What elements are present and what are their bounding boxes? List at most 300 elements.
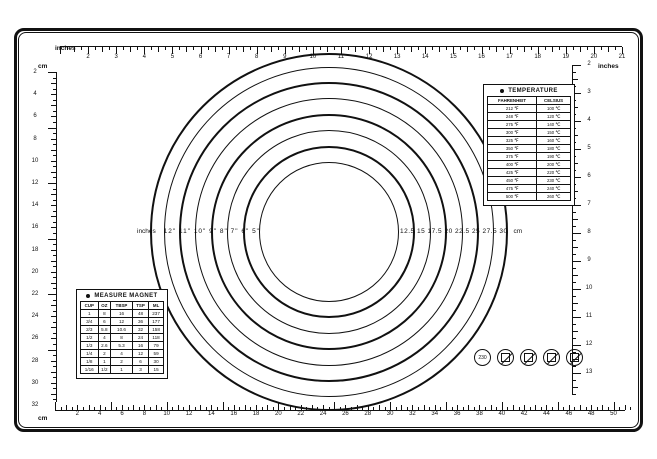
ruler-tick — [100, 405, 101, 410]
ruler-label: 40 — [498, 411, 506, 417]
ruler-tick — [48, 72, 56, 73]
ruler-label: 22 — [297, 411, 305, 417]
table-cell: 220 ℃ — [537, 169, 571, 177]
ruler-tick — [229, 47, 230, 54]
ruler-top-inches — [60, 46, 626, 62]
ruler-tick — [239, 407, 240, 410]
left-cm-caption: cm — [38, 63, 48, 70]
ruler-tick — [580, 405, 581, 410]
ruler-label: 2 — [86, 54, 90, 60]
ruler-tick — [53, 233, 56, 234]
table-row — [488, 169, 571, 177]
ruler-tick — [178, 405, 179, 410]
ruler-tick — [51, 83, 56, 84]
table-cell: 12 — [132, 350, 148, 358]
table-cell: 1/8 — [81, 358, 99, 366]
ruler-label: 28 — [364, 411, 372, 417]
ruler-label: 8 — [142, 411, 147, 417]
table-cell: 24 — [132, 334, 148, 342]
ruler-label: 19 — [562, 54, 570, 60]
table-row — [81, 334, 164, 342]
ruler-tick — [479, 405, 480, 410]
ruler-label: 4 — [587, 117, 591, 123]
ruler-tick — [572, 65, 581, 66]
ruler-tick — [278, 47, 279, 50]
ruler-label: 11 — [585, 313, 593, 319]
ruler-label: 12 — [365, 54, 373, 60]
ruler-tick — [601, 47, 602, 50]
ruler-tick — [396, 407, 397, 410]
ruler-tick — [572, 303, 578, 304]
ruler-tick — [51, 283, 56, 284]
ruler-label: 34 — [431, 411, 439, 417]
ruler-tick — [489, 47, 490, 50]
ruler-tick — [77, 405, 78, 410]
ruler-tick — [552, 407, 553, 410]
ruler-tick — [580, 47, 581, 52]
ruler-tick — [341, 47, 342, 54]
circle-inch-caption: inches — [137, 228, 156, 235]
ruler-tick — [594, 47, 595, 54]
ruler-tick — [572, 212, 576, 213]
table-header-row — [488, 97, 571, 105]
table-cell: 500 ℉ — [488, 193, 537, 201]
table-header-cell: TBSP — [111, 302, 133, 310]
ruler-tick — [51, 116, 56, 117]
top-inches-caption: inches — [55, 45, 76, 52]
table-cell: 59 — [149, 350, 164, 358]
ruler-tick — [228, 407, 229, 410]
ruler-tick — [513, 405, 514, 410]
ruler-label: 28 — [31, 357, 39, 364]
ruler-label: 10 — [585, 285, 593, 291]
table-row — [488, 137, 571, 145]
ruler-label: 14 — [208, 411, 215, 417]
ruler-tick — [373, 407, 374, 410]
table-row — [81, 350, 164, 358]
ruler-tick — [273, 407, 274, 410]
ruler-tick — [48, 239, 56, 240]
ruler-tick — [51, 327, 56, 328]
ruler-label: 44 — [543, 411, 550, 417]
temperature-title: TEMPERATURE — [508, 88, 558, 94]
ruler-tick — [306, 47, 307, 50]
ruler-tick — [183, 407, 184, 410]
ruler-tick — [243, 47, 244, 52]
ruler-tick — [383, 47, 384, 52]
table-cell: 16 — [111, 310, 133, 318]
ruler-tick — [485, 407, 486, 410]
ruler-tick — [51, 272, 56, 273]
oven-safe-230c-icon — [474, 349, 491, 366]
ruler-tick — [195, 407, 196, 410]
ruler-tick — [572, 219, 578, 220]
ruler-tick — [572, 226, 576, 227]
ruler-label: 6 — [198, 54, 203, 60]
ruler-label: 7 — [226, 54, 231, 60]
ruler-tick — [424, 405, 425, 410]
ruler-tick — [503, 47, 504, 50]
ruler-tick — [385, 407, 386, 410]
ruler-tick — [572, 296, 576, 297]
table-row — [81, 366, 164, 374]
table-cell: 180 ℃ — [537, 145, 571, 153]
ruler-tick — [51, 316, 56, 317]
ruler-tick — [482, 47, 483, 54]
ruler-tick — [340, 407, 341, 410]
table-cell: 475 ℉ — [488, 185, 537, 193]
table-cell: 3/4 — [81, 318, 99, 326]
ruler-tick — [615, 47, 616, 50]
ruler-tick — [53, 78, 56, 79]
ruler-label: 12 — [185, 411, 193, 417]
ruler-tick — [412, 405, 413, 410]
ruler-tick — [222, 47, 223, 50]
ruler-tick — [51, 227, 56, 228]
table-row — [488, 129, 571, 137]
ruler-label: 21 — [618, 54, 626, 60]
table-cell: 5.3 — [111, 342, 133, 350]
table-cell: 36 — [132, 318, 148, 326]
ruler-left-cm — [31, 69, 60, 408]
ruler-tick — [53, 311, 56, 312]
ruler-tick — [468, 405, 469, 410]
ruler-tick — [334, 47, 335, 50]
ruler-tick — [51, 194, 56, 195]
ruler-label: 2 — [587, 61, 591, 67]
table-cell: 2/3 — [81, 326, 99, 334]
table-cell: 120 ℃ — [537, 113, 571, 121]
ruler-label: 18 — [31, 246, 39, 253]
table-row — [81, 326, 164, 334]
measure-panel-header — [77, 290, 167, 301]
table-cell: 1/2 — [98, 366, 111, 374]
ruler-tick — [474, 47, 475, 50]
ruler-label: 16 — [230, 411, 238, 417]
table-cell: 12 — [111, 318, 133, 326]
ruler-tick — [53, 266, 56, 267]
table-header-cell: OZ — [98, 302, 111, 310]
ruler-tick — [572, 366, 576, 367]
ruler-tick — [193, 47, 194, 50]
table-row — [488, 113, 571, 121]
ruler-tick — [295, 407, 296, 410]
ruler-tick — [51, 172, 56, 173]
temperature-table — [487, 96, 571, 201]
ruler-tick — [206, 407, 207, 410]
ruler-label: 32 — [31, 402, 39, 408]
table-cell: 150 ℃ — [537, 129, 571, 137]
right-inches-caption: inches — [598, 63, 619, 70]
circle-cm-values: 12.5 15 17.5 20 22.5 25 27.5 30 — [400, 228, 508, 235]
table-cell: 400 ℉ — [488, 161, 537, 169]
table-cell: 350 ℉ — [488, 145, 537, 153]
table-header-cell: CUP — [81, 302, 99, 310]
no-tumble-dry-icon — [497, 349, 514, 366]
ruler-tick — [53, 344, 56, 345]
ruler-label: 10 — [309, 54, 317, 60]
table-cell: 15 — [149, 366, 164, 374]
ruler-tick — [586, 407, 587, 410]
ruler-label: 8 — [255, 54, 259, 60]
ruler-tick — [53, 388, 56, 389]
circle-cm-caption: cm — [513, 228, 523, 235]
ruler-tick — [572, 310, 576, 311]
ruler-tick — [53, 300, 56, 301]
ruler-tick — [435, 405, 436, 410]
ruler-tick — [376, 47, 377, 50]
ruler-tick — [572, 345, 581, 346]
ruler-tick — [72, 407, 73, 410]
ruler-label: 16 — [478, 54, 485, 60]
ruler-tick — [573, 47, 574, 50]
ruler-label: 4 — [33, 91, 37, 98]
table-row — [81, 318, 164, 326]
ruler-tick — [51, 261, 56, 262]
ruler-tick — [517, 47, 518, 50]
ruler-tick — [51, 94, 56, 95]
ruler-label: 36 — [453, 411, 461, 417]
ruler-label: 9 — [283, 54, 287, 60]
table-row — [488, 121, 571, 129]
table-cell: 237 — [149, 310, 164, 318]
table-cell: 450 ℉ — [488, 177, 537, 185]
ruler-tick — [357, 405, 358, 410]
ruler-tick — [345, 405, 346, 410]
ruler-tick — [278, 402, 279, 410]
ruler-tick — [128, 407, 129, 410]
ruler-tick — [418, 47, 419, 50]
table-cell: 100 ℃ — [537, 105, 571, 113]
ruler-tick — [53, 211, 56, 212]
ruler-label: 6 — [33, 113, 37, 120]
ruler-tick — [545, 47, 546, 50]
ruler-tick — [572, 247, 578, 248]
table-cell: 275 ℉ — [488, 121, 537, 129]
ruler-baseline — [56, 72, 57, 402]
ruler-tick — [290, 405, 291, 410]
ruler-tick — [250, 47, 251, 50]
ruler-tick — [53, 133, 56, 134]
ruler-tick — [53, 89, 56, 90]
table-row — [488, 105, 571, 113]
ruler-tick — [211, 405, 212, 410]
ruler-label: 32 — [409, 411, 416, 417]
temperature-panel-header — [484, 85, 574, 96]
table-header-cell: FAHRENHEIT — [488, 97, 537, 105]
table-cell: 30 — [149, 358, 164, 366]
ruler-tick — [53, 288, 56, 289]
ruler-tick — [89, 405, 90, 410]
ruler-tick — [463, 407, 464, 410]
ruler-tick — [535, 405, 536, 410]
ruler-tick — [369, 47, 370, 54]
ruler-tick — [313, 47, 314, 54]
table-cell: 6 — [98, 318, 111, 326]
ruler-tick — [53, 322, 56, 323]
table-row — [488, 161, 571, 169]
ruler-tick — [368, 405, 369, 410]
ruler-tick — [55, 402, 56, 410]
table-cell: 230 ℃ — [537, 177, 571, 185]
ruler-tick — [271, 47, 272, 52]
ruler-tick — [569, 405, 570, 410]
ruler-tick — [572, 282, 576, 283]
ruler-tick — [496, 47, 497, 52]
ruler-tick — [425, 47, 426, 54]
ruler-label: 48 — [587, 411, 595, 417]
ruler-tick — [53, 222, 56, 223]
table-cell: 160 ℃ — [537, 137, 571, 145]
ruler-tick — [150, 407, 151, 410]
ruler-tick — [619, 407, 620, 410]
table-header-cell: CELSIUS — [537, 97, 571, 105]
ruler-tick — [51, 216, 56, 217]
ruler-tick — [53, 111, 56, 112]
ruler-tick — [474, 407, 475, 410]
table-cell: 2.6 — [98, 342, 111, 350]
ruler-tick — [116, 407, 117, 410]
ruler-tick — [390, 402, 391, 410]
ruler-tick — [524, 405, 525, 410]
ruler-tick — [284, 407, 285, 410]
ruler-tick — [546, 405, 547, 410]
ruler-tick — [572, 275, 578, 276]
ruler-label: 3 — [587, 89, 591, 95]
ruler-label: 7 — [587, 201, 591, 207]
ruler-tick — [51, 105, 56, 106]
ruler-tick — [53, 166, 56, 167]
ruler-label: 8 — [587, 229, 591, 235]
ruler-label: 42 — [520, 411, 528, 417]
table-cell: 2 — [111, 358, 133, 366]
ruler-tick — [411, 47, 412, 52]
ruler-tick — [122, 405, 123, 410]
table-cell: 1/4 — [81, 350, 99, 358]
ruler-tick — [53, 177, 56, 178]
ruler-label: 24 — [319, 411, 327, 417]
ruler-tick — [48, 183, 56, 184]
ruler-tick — [439, 47, 440, 52]
ruler-tick — [264, 47, 265, 50]
ruler-tick — [200, 405, 201, 410]
ruler-label: 5 — [170, 54, 175, 60]
ruler-tick — [53, 355, 56, 356]
ruler-label: 2 — [75, 411, 79, 417]
ruler-label: 20 — [590, 54, 598, 60]
table-header-cell: ML — [149, 302, 164, 310]
ruler-label: 18 — [534, 54, 542, 60]
ruler-label: 4 — [98, 411, 102, 417]
ruler-tick — [95, 47, 96, 50]
ruler-tick — [574, 407, 575, 410]
table-cell: 4 — [98, 334, 111, 342]
table-row — [81, 310, 164, 318]
ruler-label: 8 — [33, 135, 37, 142]
ruler-tick — [496, 407, 497, 410]
table-cell: 140 ℃ — [537, 121, 571, 129]
ruler-label: 50 — [610, 411, 617, 417]
table-header-cell: TSP — [132, 302, 148, 310]
ruler-label: 13 — [585, 369, 593, 375]
microwave-safe-icon — [543, 349, 560, 366]
ruler-tick — [158, 47, 159, 52]
ruler-tick — [53, 100, 56, 101]
ruler-tick — [312, 405, 313, 410]
ruler-tick — [401, 405, 402, 410]
ruler-tick — [510, 47, 511, 54]
no-flame-icon — [566, 349, 583, 366]
ruler-tick — [572, 338, 576, 339]
ruler-tick — [234, 405, 235, 410]
ruler-label: 5 — [587, 145, 591, 151]
ruler-label: 11 — [337, 54, 345, 60]
ruler-label: 26 — [342, 411, 349, 417]
ruler-tick — [172, 407, 173, 410]
ruler-tick — [351, 407, 352, 410]
table-cell: 200 ℃ — [537, 161, 571, 169]
ruler-tick — [51, 150, 56, 151]
ruler-tick — [432, 47, 433, 50]
table-cell: 260 ℃ — [537, 193, 571, 201]
ruler-tick — [538, 47, 539, 54]
temperature-table-wrap — [484, 96, 574, 203]
ruler-tick — [137, 47, 138, 50]
ruler-tick — [48, 350, 56, 351]
table-cell: 3 — [132, 366, 148, 374]
temperature-panel — [483, 84, 575, 206]
ruler-tick — [446, 402, 447, 410]
ruler-tick — [109, 47, 110, 50]
table-cell: 118 — [149, 334, 164, 342]
ruler-label: 6 — [120, 411, 124, 417]
ruler-label: 14 — [421, 54, 429, 60]
ruler-tick — [524, 47, 525, 52]
ruler-tick — [51, 383, 56, 384]
ruler-tick — [362, 407, 363, 410]
ruler-tick — [452, 407, 453, 410]
ruler-label: 3 — [114, 54, 118, 60]
ruler-label: 16 — [31, 224, 39, 231]
ruler-label: 10 — [163, 411, 171, 417]
ruler-tick — [53, 155, 56, 156]
ruler-tick — [53, 366, 56, 367]
ruler-tick — [105, 407, 106, 410]
circle-cm-labels — [400, 228, 522, 235]
table-cell: 177 — [149, 318, 164, 326]
ruler-tick — [587, 47, 588, 50]
ruler-tick — [390, 47, 391, 50]
table-cell: 2 — [98, 350, 111, 358]
ruler-tick — [559, 47, 560, 50]
measure-table-wrap — [77, 301, 167, 376]
ruler-label: 14 — [31, 202, 39, 209]
circle-inch-values: 12" 11" 10" 9" 8" 7" 6" 5" — [163, 228, 260, 235]
symbol-text: 230 — [478, 354, 487, 361]
dishwasher-safe-icon — [520, 349, 537, 366]
table-cell: 1/3 — [81, 342, 99, 350]
ruler-tick — [323, 405, 324, 410]
ruler-tick — [572, 79, 578, 80]
circle-8 — [259, 162, 399, 302]
ruler-tick — [407, 407, 408, 410]
ruler-tick — [397, 47, 398, 54]
ruler-label: 9 — [587, 257, 591, 263]
ruler-tick — [48, 294, 56, 295]
ruler-tick — [236, 47, 237, 50]
table-cell: 325 ℉ — [488, 137, 537, 145]
ruler-tick — [491, 405, 492, 410]
